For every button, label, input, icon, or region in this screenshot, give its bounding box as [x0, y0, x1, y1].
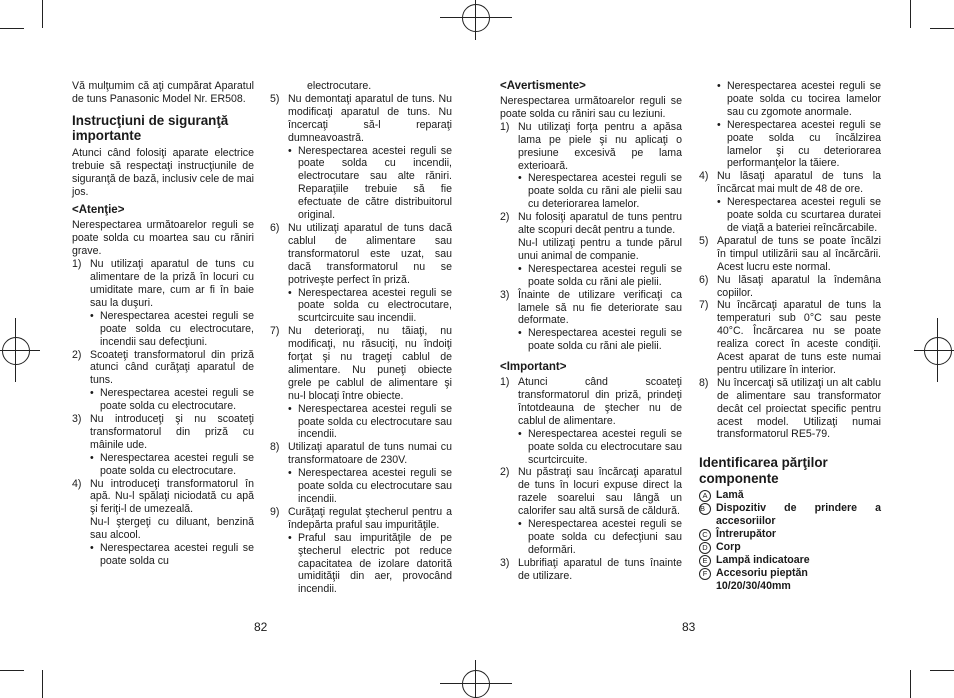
list-item: [500, 289, 682, 354]
item-text: Nu încărcaţi aparatul de tuns la temperaturi sub 0°C sau peste 40°C. Încărcarea nu se poate realiza corect în aceste condiţii. Acest aparat de tuns este numai pentru utilizare în interior.: [717, 299, 881, 376]
item-number: 2): [72, 348, 82, 361]
item-text: Nu lăsaţi aparatul la îndemâna copiilor.: [717, 273, 881, 299]
safety-heading: Instrucţiuni de siguranţă importante: [72, 112, 229, 144]
registration-line: [440, 683, 512, 684]
list-item: [699, 170, 881, 235]
parts-heading: Identificarea părţilor componente: [699, 455, 828, 486]
attention-list: [72, 258, 254, 568]
registration-line: [475, 0, 476, 40]
registration-line: [0, 350, 40, 351]
bullet-note: • Nerespectarea acestei reguli se poate solda cu electrocutare sau incendii.: [288, 403, 452, 442]
bullet-note: • Nerespectarea acestei reguli se poate solda cu electrocutare sau incendii.: [288, 467, 452, 506]
warnings-heading: <Avertismente>: [500, 80, 586, 92]
part-item: [699, 554, 881, 567]
crop-mark: [910, 0, 911, 28]
part-label: Lamă: [716, 489, 744, 502]
item-text: Nu introduceţi şi nu scoateţi transformatorul din priză cu mâinile ude.: [90, 413, 254, 451]
part-label: Lampă indicatoare: [716, 553, 810, 566]
list-item: [500, 211, 682, 288]
crop-mark: [930, 670, 954, 671]
item-text: Lubrifiaţi aparatul de tuns înainte de utilizare.: [518, 556, 682, 582]
list-item: [500, 376, 682, 466]
item-text: Nu lăsaţi aparatul de tuns la încărcat mai mult de 48 de ore.: [717, 170, 881, 196]
list-item: [699, 299, 881, 376]
list-item: [500, 466, 682, 556]
crop-mark: [930, 28, 954, 29]
circled-letter-icon: C: [699, 529, 711, 541]
item-number: 7): [699, 299, 709, 312]
part-item: [699, 528, 881, 541]
registration-line: [475, 660, 476, 698]
crop-mark: [910, 670, 911, 698]
intro-text: Vă mulţumim că aţi cumpărat Aparatul de tuns Panasonic Model Nr. ER508.: [72, 80, 254, 105]
list-item: [500, 557, 682, 583]
item-number: 9): [270, 505, 280, 518]
item-text: Nu utilizaţi forţa pentru a apăsa lama pe piele şi nu aplicaţi o presiune excesivă pe lama exterioară.: [518, 120, 682, 172]
item-number: 2): [500, 211, 510, 224]
item-text-extra: Nu-l utilizaţi pentru a tunde părul unui animal de companie.: [518, 236, 682, 262]
bullet-note: • Nerespectarea acestei reguli se poate solda cu răni ale pielii sau cu deteriorarea lamelor.: [518, 172, 682, 211]
registration-mark: [462, 4, 490, 32]
item-text-extra: Nu-l ştergeţi cu diluant, benzină sau alcool.: [90, 516, 254, 542]
bullet-note: • Nerespectarea acestei reguli se poate solda cu electrocutare.: [90, 452, 254, 478]
item-text: Atunci când scoateţi transformatorul din priză, prindeţi întotdeauna de ştecher nu de cablul de alimentare.: [518, 376, 682, 427]
bullet-note: • Praful sau impurităţile de pe ştecherul electric pot reduce capacitatea de izolare datorită umidităţii din aer, provocând incendii.: [288, 532, 452, 597]
bullet-note: • Nerespectarea acestei reguli se poate solda cu electrocutare.: [90, 387, 254, 413]
page-number-left: 82: [254, 620, 268, 634]
bullet-note: • Nerespectarea acestei reguli se poate solda cu răni ale pielii.: [518, 327, 682, 353]
item-number: 8): [699, 376, 709, 389]
bullet-note: • Nerespectarea acestei reguli se poate solda cu electrocutare, scurtcircuite sau incendii.: [288, 287, 452, 326]
circled-letter-icon: B: [699, 503, 711, 515]
item-text: Nu deterioraţi, nu tăiaţi, nu modificaţi, nu răsuciţi, nu îndoiţi forţat şi nu trageţi cablul de alimentare. Nu puneţi obiecte grele pe cablul de alimentare şi nu-l blocaţi între obiecte.: [288, 325, 452, 402]
part-label: Întrerupător: [716, 528, 777, 541]
continued-bullets: [717, 80, 881, 170]
important-list: [500, 376, 682, 583]
item-text: Nu folosiţi aparatul de tuns pentru alte scopuri decât pentru a tunde.: [518, 211, 682, 237]
part-item: [699, 489, 881, 502]
column-1: [72, 80, 254, 568]
list-item: [699, 274, 881, 300]
important-list-continued: [699, 170, 881, 441]
warnings-intro: Nerespectarea următoarelor reguli se poate solda cu răniri sau cu leziuni.: [500, 95, 682, 120]
registration-line: [15, 318, 16, 382]
part-item: [699, 502, 881, 528]
item-number: 5): [270, 92, 280, 105]
item-number: 2): [500, 466, 510, 479]
part-label: Corp: [716, 541, 741, 553]
item-number: 4): [72, 477, 82, 490]
item-number: 1): [500, 376, 510, 389]
item-text: Nu păstraţi sau încărcaţi aparatul de tuns în locuri expuse direct la razele soarelui sau lângă un calorifer sau altă sursă de căldură.: [518, 466, 682, 518]
list-item: [699, 377, 881, 442]
crop-mark: [0, 28, 24, 29]
registration-mark: [2, 337, 30, 365]
part-label: Accesoriu pieptăn 10/20/30/40mm: [716, 566, 808, 592]
bullet-note: • Nerespectarea acestei reguli se poate solda cu electrocutare sau scurtcircuite.: [518, 428, 682, 467]
bullet-note: • Nerespectarea acestei reguli se poate solda cu tocirea lamelor sau cu zgomote anormale.: [717, 80, 881, 119]
bullet-note: • Nerespectarea acestei reguli se poate solda cu incendii, electrocutare sau alte răniri. Reparaţiile trebuie să fie efectuate de către distribuitorul original.: [288, 145, 452, 222]
circled-letter-icon: A: [699, 490, 711, 502]
registration-line: [440, 17, 512, 18]
list-item: [270, 325, 452, 441]
item-text: Scoateţi transformatorul din priză atunci când curăţaţi aparatul de tuns.: [90, 348, 254, 387]
part-label: Dispozitiv de prindere a accesoriilor: [716, 502, 881, 528]
item-text: Nu utilizaţi aparatul de tuns dacă cablul de alimentare sau transformatorul este uzat, sau dacă transformatorul nu se potriveşte perfect în priză.: [288, 221, 452, 286]
safety-intro: Atunci când folosiţi aparate electrice trebuie să respectaţi instrucţiunile de siguranţă de bază, inclusiv cele de mai jos.: [72, 146, 254, 198]
item-number: 7): [270, 325, 280, 338]
bullet-note: • Nerespectarea acestei reguli se poate solda cu electrocutare, incendii sau defecţiuni.: [90, 310, 254, 349]
item-number: 1): [72, 258, 82, 271]
item-text: Utilizaţi aparatul de tuns numai cu transformatoare de 230V.: [288, 441, 452, 467]
circled-letter-icon: F: [699, 568, 711, 580]
registration-mark: [924, 337, 952, 365]
registration-line: [937, 318, 938, 382]
part-item: [699, 541, 881, 554]
registration-line: [914, 350, 954, 351]
crop-mark: [42, 0, 43, 28]
item-text: Nu introduceţi transformatorul în apă. Nu-l spălaţi niciodată cu apă şi feriţi-l de umezeală.: [90, 477, 254, 516]
page-number-right: 83: [682, 620, 696, 634]
continuation-text: electrocutare.: [307, 80, 372, 92]
item-text: Nu utilizaţi aparatul de tuns cu alimentare de la priză în locuri cu umiditate mare, cum ar fi în baie sau la duşuri.: [90, 258, 254, 309]
item-text: Aparatul de tuns se poate încălzi în timpul utilizării sau al încărcării. Acest lucru este normal.: [717, 234, 881, 273]
bullet-note: • Nerespectarea acestei reguli se poate solda cu încălzirea lamelor şi cu deteriorarea performanţelor la tăiere.: [717, 119, 881, 171]
item-text: Înainte de utilizare verificaţi ca lamele să nu fie deteriorate sau deformate.: [518, 288, 682, 327]
item-number: 6): [699, 273, 709, 286]
crop-mark: [0, 670, 24, 671]
attention-intro: Nerespectarea următoarelor reguli se poate solda cu moartea sau cu răniri grave.: [72, 219, 254, 258]
attention-heading: <Atenţie>: [72, 204, 125, 217]
list-item: [72, 478, 254, 568]
item-number: 3): [500, 288, 510, 301]
part-item: [699, 567, 881, 593]
list-item: [699, 235, 881, 274]
bullet-note: • Nerespectarea acestei reguli se poate solda cu răni ale pielii.: [518, 263, 682, 289]
list-item: [270, 441, 452, 506]
column-3: [500, 80, 682, 583]
bullet-note: • Nerespectarea acestei reguli se poate solda cu scurtarea duratei de viaţă a bateriei reîncărcabile.: [717, 196, 881, 235]
list-item: [72, 349, 254, 414]
item-number: 3): [72, 413, 82, 426]
bullet-note: • Nerespectarea acestei reguli se poate solda cu defecţiuni sau deformări.: [518, 518, 682, 557]
item-text: Curăţaţi regulat ştecherul pentru a îndepărta praful sau impurităţile.: [288, 505, 452, 531]
list-item: [72, 258, 254, 348]
item-text: Nu demontaţi aparatul de tuns. Nu modificaţi aparatul de tuns. Nu încercaţi să-l reparaţi dumneavoastră.: [288, 92, 452, 144]
column-4: [699, 80, 881, 593]
list-item: [270, 222, 452, 325]
column-2: [270, 80, 452, 596]
item-number: 1): [500, 120, 510, 133]
crop-mark: [42, 670, 43, 698]
item-number: 6): [270, 221, 280, 234]
circled-letter-icon: E: [699, 555, 711, 567]
important-heading: <Important>: [500, 361, 567, 374]
parts-list: [699, 489, 881, 592]
list-item: [270, 93, 452, 222]
warnings-list: [500, 121, 682, 353]
item-number: 8): [270, 441, 280, 454]
attention-list-continued: [270, 93, 452, 596]
item-number: 5): [699, 234, 709, 247]
list-item: [72, 413, 254, 478]
list-item: [270, 506, 452, 596]
bullet-note: • Nerespectarea acestei reguli se poate solda cu: [90, 542, 254, 568]
list-item: [500, 121, 682, 211]
registration-mark: [462, 670, 490, 698]
circled-letter-icon: D: [699, 542, 711, 554]
item-number: 3): [500, 556, 510, 569]
item-number: 4): [699, 170, 709, 183]
item-text: Nu încercaţi să utilizaţi un alt cablu de alimentare sau transformator decât cel proiectat specific pentru acest model. Utilizaţi numai transformatorul RE5-79.: [717, 376, 881, 441]
